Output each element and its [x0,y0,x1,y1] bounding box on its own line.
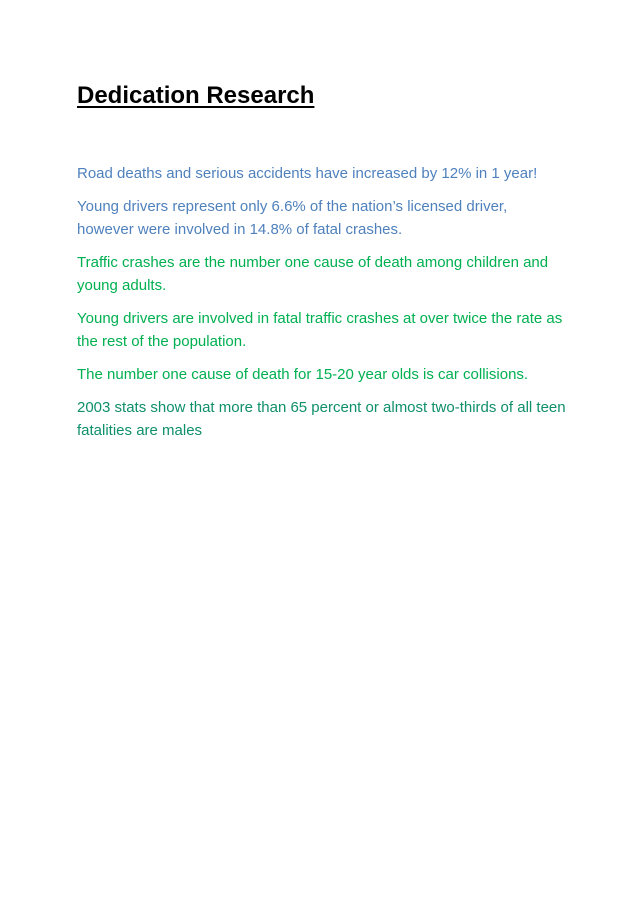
paragraph-teen-fatalities-males: 2003 stats show that more than 65 percent or almost two-thirds of all teen fatalities are males [77,399,566,439]
research-text [77,162,567,452]
paragraph-fatal-crash-rate: Young drivers are involved in fatal traffic crashes at over twice the rate as the rest of the population. [77,310,563,350]
paragraph-age-group-collisions: The number one cause of death for 15-20 year olds is car collisions. [77,366,529,383]
paragraph-traffic-crashes-cause: Traffic crashes are the number one cause of death among children and young adults. [77,254,549,294]
paragraph-young-drivers-percentage: Young drivers represent only 6.6% of the nation’s licensed driver, however were involved in 14.8% of fatal crashes. [77,198,508,238]
page-title: Dedication Research [77,82,315,109]
paragraph-road-deaths: Road deaths and serious accidents have increased by 12% in 1 year! [77,165,538,182]
